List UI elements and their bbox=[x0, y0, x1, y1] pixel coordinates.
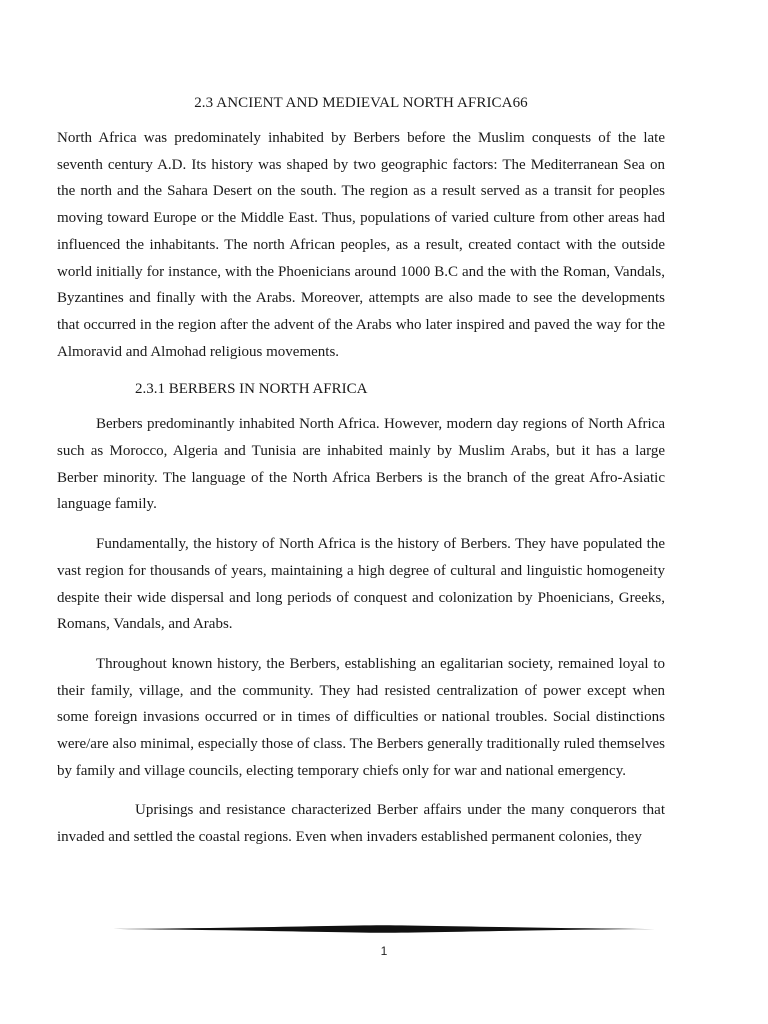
footer-rule bbox=[113, 923, 655, 935]
paragraph-egalitarian-society: Throughout known history, the Berbers, establishing an egalitarian society, remained loyal to their family, village, and the community. They had resisted centralization of power except when some foreign invasions occurred or in times of difficulties or national troubles. Social distinctions were/are also minimal, especially those of class. The Berbers generally traditionally ruled themselves by family and village councils, electing temporary chiefs only for war and national emergency. bbox=[57, 655, 665, 779]
intro-paragraph: North Africa was predominately inhabited by Berbers before the Muslim conquests of the late seventh century A.D. Its history was shaped by two geographic factors: The Mediterranean Sea on the north and the Sahara Desert on the south. The region as a result served as a transit for peoples moving toward Europe or the Middle East. Thus, populations of varied culture from other areas had influenced the inhabitants. The north African peoples, as a result, created contact with the outside world initially for instance, with the Phoenicians around 1000 B.C and the with the Roman, Vandals, Byzantines and finally with the Arabs. Moreover, attempts are also made to see the developments that occurred in the region after the advent of the Arabs who later inspired and paved the way for the Almoravid and Almohad religious movements. bbox=[57, 130, 665, 360]
section-heading: 2.3 ANCIENT AND MEDIEVAL NORTH AFRICA66 bbox=[194, 95, 528, 111]
sub-heading: 2.3.1 BERBERS IN NORTH AFRICA bbox=[135, 381, 368, 398]
footer-rule-stroke bbox=[113, 925, 655, 933]
page-content bbox=[57, 92, 665, 864]
paragraph-history-of-berbers: Fundamentally, the history of North Africa is the history of Berbers. They have populated the vast region for thousands of years, maintaining a high degree of cultural and linguistic homogeneity despite their wide dispersal and long periods of conquest and colonization by Phoenicians, Greeks, Romans, Vandals, and Arabs. bbox=[57, 536, 665, 633]
paragraph-berbers-inhabited: Berbers predominantly inhabited North Africa. However, modern day regions of North Africa such as Morocco, Algeria and Tunisia are inhabited mainly by Muslim Arabs, but it has a large Berber minority. The language of the North Africa Berbers is the branch of the great Afro-Asiatic language family. bbox=[57, 416, 665, 513]
page-number: 1 bbox=[380, 944, 388, 958]
paragraph-uprisings: Uprisings and resistance characterized Berber affairs under the many conquerors that invaded and settled the coastal regions. Even when invaders established permanent colonies, they bbox=[57, 802, 665, 846]
